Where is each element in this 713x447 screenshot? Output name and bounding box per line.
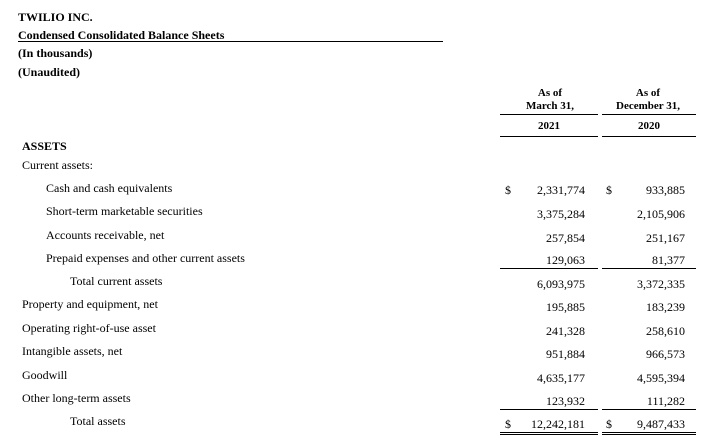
company-name: TWILIO INC. xyxy=(18,10,93,24)
audit-note: (Unaudited) xyxy=(18,65,81,79)
column-year-2021: 2021 xyxy=(538,120,560,132)
total-rule-2021 xyxy=(500,409,598,410)
current-assets-heading: Current assets: xyxy=(22,158,93,172)
value-2021: 129,063 xyxy=(546,253,585,267)
column-year-2020: 2020 xyxy=(638,120,660,132)
value-2021: 3,375,284 xyxy=(537,207,585,221)
title-underline xyxy=(18,41,443,42)
subtotal-rule-2020 xyxy=(602,268,696,269)
column-header-2021-line1: As of xyxy=(537,87,563,99)
value-2020: 81,377 xyxy=(652,253,685,267)
column-header-rule-2020 xyxy=(602,114,696,115)
grand-total-rule-2020 xyxy=(602,432,696,435)
value-2020: 4,595,394 xyxy=(637,371,685,385)
row-label-total: Total current assets xyxy=(70,274,163,288)
subtotal-rule-2021 xyxy=(500,268,598,269)
row-label: Goodwill xyxy=(22,368,68,382)
row-label: Property and equipment, net xyxy=(22,297,158,311)
column-header-2020 xyxy=(600,87,696,113)
value-2021: 6,093,975 xyxy=(537,277,585,291)
currency-symbol-2021: $ xyxy=(505,183,511,197)
value-2021: 12,242,181 xyxy=(531,417,585,431)
value-2021: 195,885 xyxy=(546,300,585,314)
value-2020: 966,573 xyxy=(646,347,685,361)
row-label: Short-term marketable securities xyxy=(46,204,203,218)
row-label: Accounts receivable, net xyxy=(46,228,165,242)
value-2020: 258,610 xyxy=(646,324,685,338)
total-rule-2020 xyxy=(602,409,696,410)
value-2021: 4,635,177 xyxy=(537,371,585,385)
column-header-2021-line2: March 31, xyxy=(525,100,575,112)
currency-symbol-2020: $ xyxy=(606,183,612,197)
column-header-2021 xyxy=(500,87,600,113)
assets-heading: ASSETS xyxy=(22,139,67,153)
column-header-rule-2021 xyxy=(500,114,598,115)
value-2020: 2,105,906 xyxy=(637,207,685,221)
units-note: (In thousands) xyxy=(18,46,93,60)
value-2021: 951,884 xyxy=(546,347,585,361)
value-2021: 123,932 xyxy=(546,394,585,408)
value-2021: 257,854 xyxy=(546,231,585,245)
column-year-rule-2020 xyxy=(602,136,696,137)
column-header-2020-line1: As of xyxy=(635,87,661,99)
column-header-2020-line2: December 31, xyxy=(616,100,680,112)
value-2020: 933,885 xyxy=(646,183,685,197)
row-label: Cash and cash equivalents xyxy=(46,181,173,195)
row-label: Other long-term assets xyxy=(22,391,131,405)
row-label: Intangible assets, net xyxy=(22,344,123,358)
value-2020: 9,487,433 xyxy=(637,417,685,431)
row-label: Operating right-of-use asset xyxy=(22,321,156,335)
row-label-total: Total assets xyxy=(70,414,126,428)
currency-symbol-2021: $ xyxy=(505,417,511,431)
value-2020: 251,167 xyxy=(646,231,685,245)
currency-symbol-2020: $ xyxy=(606,417,612,431)
value-2020: 183,239 xyxy=(646,300,685,314)
statement-title: Condensed Consolidated Balance Sheets xyxy=(18,28,225,42)
grand-total-rule-2021 xyxy=(500,432,598,435)
value-2020: 111,282 xyxy=(646,394,685,408)
row-label: Prepaid expenses and other current assets xyxy=(46,251,245,265)
value-2020: 3,372,335 xyxy=(637,277,685,291)
value-2021: 241,328 xyxy=(546,324,585,338)
column-year-rule-2021 xyxy=(500,136,598,137)
value-2021: 2,331,774 xyxy=(537,183,585,197)
